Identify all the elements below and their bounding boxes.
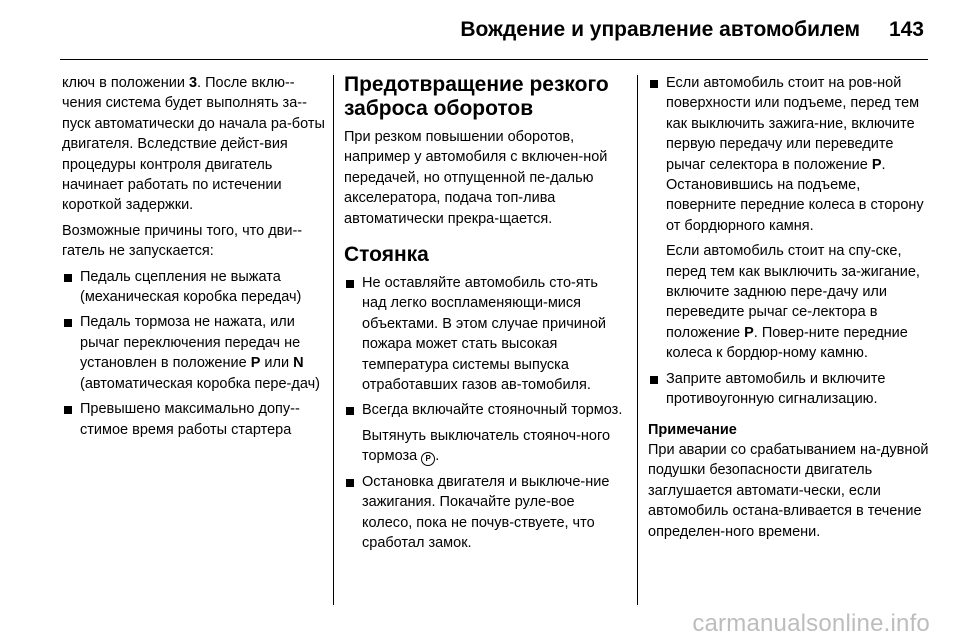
column-2 — [344, 73, 624, 558]
section-heading: Стоянка — [344, 243, 429, 267]
column-divider-2 — [637, 75, 638, 605]
note-title: Примечание — [648, 421, 737, 438]
list-item: Педаль сцепления не выжата (механическая коробка передач) — [62, 267, 326, 308]
page-title: Вождение и управление автомобилем — [460, 18, 860, 41]
list-item: Всегда включайте стояночный тормоз. Вытянуть выключатель стояноч-ного тормоза P . — [344, 400, 624, 466]
paragraph: Возможные причины того, что дви-гатель не запускается: — [62, 222, 303, 260]
list-item: Не оставляйте автомобиль сто-ять над легко воспламеняющи-мися объектами. В этом случае причиной пожара может стать высокая температура системы выпуска отработавших газов ав-томобиля. — [344, 273, 624, 395]
column-1 — [62, 73, 326, 445]
column-divider-1 — [333, 75, 334, 605]
paragraph: ключ в положении 3. После вклю-чения система будет выполнять за-пуск автоматически до начала ра-боты двигателя. Вследствие дейст-вия процедуры контроля двигатель начинает работать по истечении короткой задержки. — [62, 75, 325, 214]
paragraph: При резком повышении оборотов, например у автомобиля с включен-ной передачей, но отпущенной пе-далью акселератора, подача топ-лива автоматически прекра-щается. — [344, 129, 608, 227]
bullet-square-icon — [650, 80, 658, 88]
list-item: Остановка двигателя и выключе-ние зажигания. Покачайте руле-вое колесо, пока не почув-ствуете, что сработал замок. — [344, 472, 624, 554]
list-item: Превышено максимально допу-стимое время работы стартера — [62, 399, 326, 440]
bullet-square-icon — [64, 319, 72, 327]
bullet-square-icon — [346, 479, 354, 487]
list-item: Педаль тормоза не нажата, или рычаг переключения передач не установлен в положение P или N (автоматическая коробка пере-дач) — [62, 312, 326, 394]
note-text: При аварии со срабатыванием на-дувной подушки безопасности двигатель заглушается автомати-чески, если автомобиль остана-вливается в течение определен-ного времени. — [648, 441, 929, 540]
header-divider — [60, 59, 928, 60]
bullet-square-icon — [64, 406, 72, 414]
column-3 — [648, 73, 930, 547]
watermark-text: carmanualsonline.info — [692, 610, 930, 637]
bullet-square-icon — [346, 407, 354, 415]
bullet-square-icon — [346, 280, 354, 288]
bullet-square-icon — [64, 274, 72, 282]
list-item: Если автомобиль стоит на ров-ной поверхности или подъеме, перед тем как выключить зажига-ние, включите первую передачу или переведите рычаг селектора в положение P. Остановившись на подъеме, поверните передние колеса в сторону от бордюрного камня. Если автомобиль стоит на спу-ске, перед тем как выключить за-жигание, включите заднюю пере-дачу или переведите рычаг се-лектора в положение P. Повер-ните передние колеса к бордюр-ному камню. — [648, 73, 930, 364]
page-number: 143 — [888, 18, 924, 41]
parking-brake-icon: P — [421, 452, 435, 466]
bullet-square-icon — [650, 376, 658, 384]
list-item: Заприте автомобиль и включите противоугонную сигнализацию. — [648, 369, 930, 410]
section-heading: Предотвращение резкого заброса оборотов — [344, 73, 609, 120]
